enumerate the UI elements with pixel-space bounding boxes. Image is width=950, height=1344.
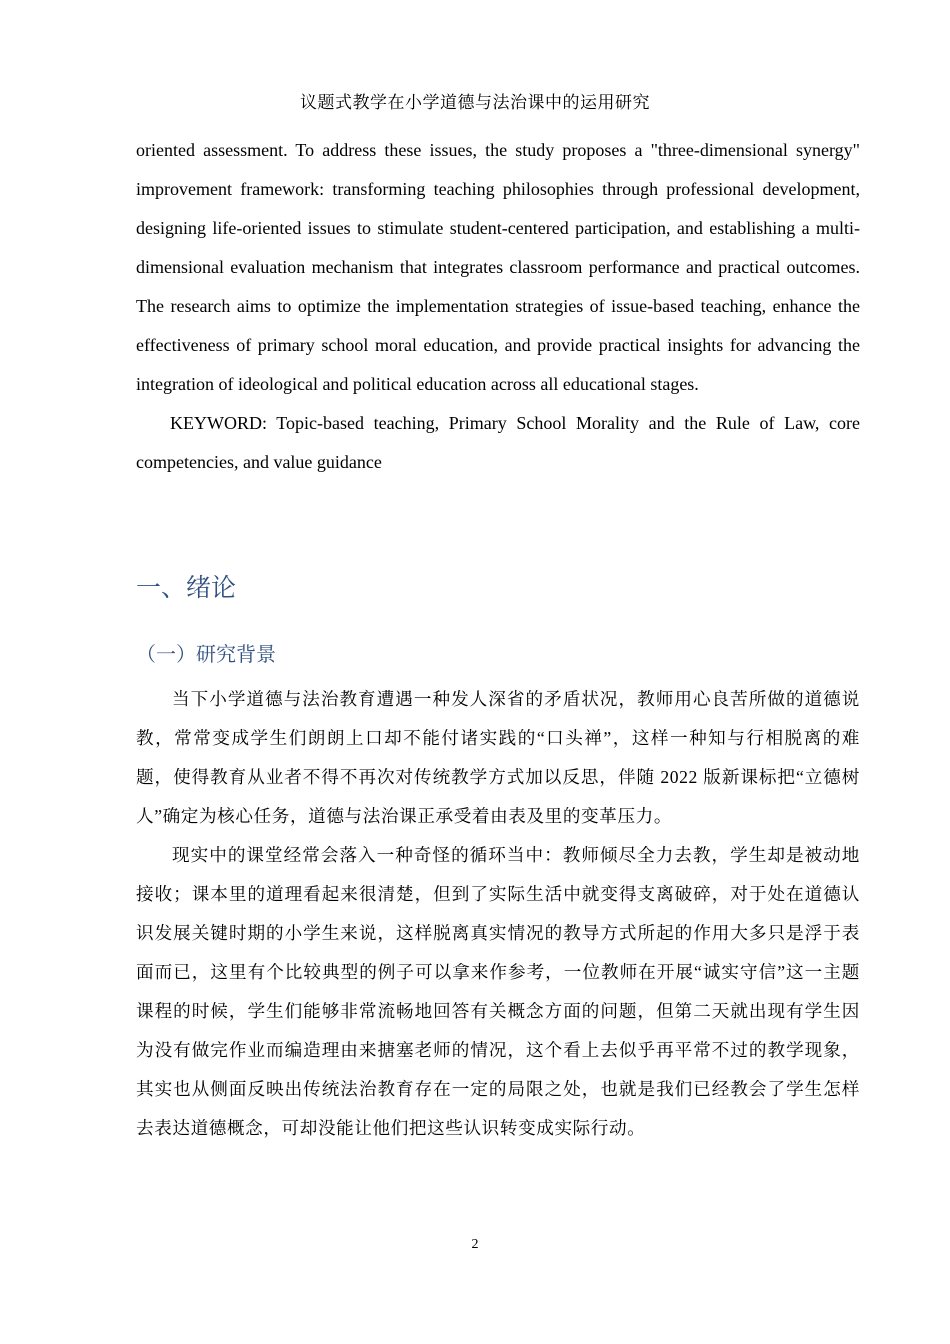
running-header: 议题式教学在小学道德与法治课中的运用研究 [300,93,650,112]
abstract-paragraph: oriented assessment. To address these issues, the study proposes a "three-dimensional synergy" improvement framework: transforming teaching philosophies through professional development, designing life-oriented issues to stimulate student-centered participation, and establishing a multi-dimensional evaluation mechanism that integrates classroom performance and practical outcomes. The research aims to optimize the implementation strategies of issue-based teaching, enhance the effectiveness of primary school moral education, and provide practical insights for advancing the integration of ideological and political education across all educational stages. [136,140,860,394]
page-number: 2 [471,1237,479,1252]
section-heading-introduction: 一、绪论 [136,573,237,602]
body-paragraph-1: 当下小学道德与法治教育遭遇一种发人深省的矛盾状况，教师用心良苦所做的道德说教，常常变成学生们朗朗上口却不能付诸实践的“口头禅”，这样一种知与行相脱离的难题，使得教育从业者不得不再次对传统教学方式加以反思，伴随 2022 版新课标把“立德树人”确定为核心任务，道德与法治课正承受着由表及里的变革压力。 [136,689,860,826]
background-body [136,680,860,1148]
subsection-heading-background: （一）研究背景 [136,642,276,666]
keywords-paragraph: KEYWORD: Topic-based teaching, Primary School Morality and the Rule of Law, core competencies, and value guidance [136,413,860,472]
body-paragraph-2: 现实中的课堂经常会落入一种奇怪的循环当中：教师倾尽全力去教，学生却是被动地接收；课本里的道理看起来很清楚，但到了实际生活中就变得支离破碎，对于处在道德认识发展关键时期的小学生来说，这样脱离真实情况的教导方式所起的作用大多只是浮于表面而已，这里有个比较典型的例子可以拿来作参考，一位教师在开展“诚实守信”这一主题课程的时候，学生们能够非常流畅地回答有关概念方面的问题，但第二天就出现有学生因为没有做完作业而编造理由来搪塞老师的情况，这个看上去似乎再平常不过的教学现象，其实也从侧面反映出传统法治教育存在一定的局限之处，也就是我们已经教会了学生怎样去表达道德概念，可却没能让他们把这些认识转变成实际行动。 [136,845,860,1138]
english-abstract [136,131,860,482]
